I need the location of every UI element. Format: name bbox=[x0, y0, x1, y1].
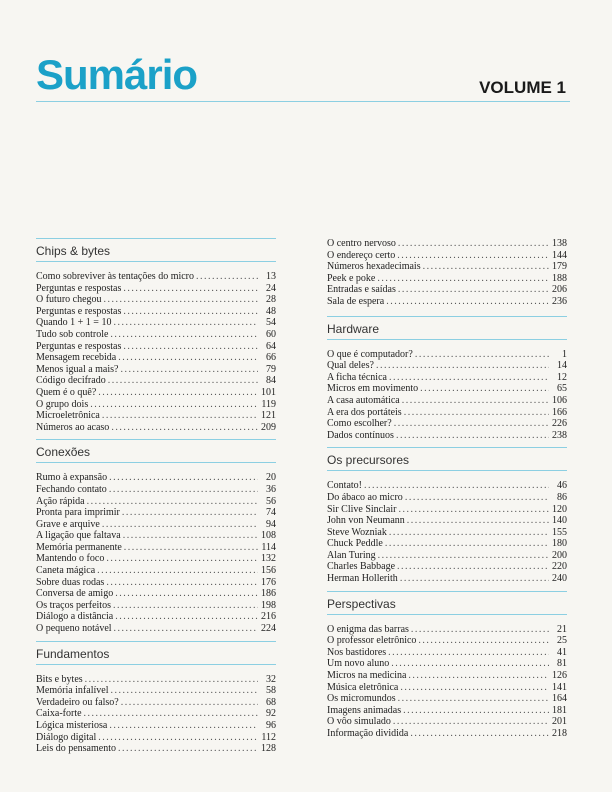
entry-title: O enigma das barras bbox=[327, 623, 409, 635]
entry-page-number: 240 bbox=[552, 573, 567, 585]
dot-leader bbox=[398, 504, 549, 516]
dot-leader bbox=[115, 588, 258, 600]
dot-leader bbox=[415, 349, 549, 361]
toc-entry bbox=[327, 573, 567, 585]
dot-leader bbox=[84, 708, 258, 720]
toc-entry bbox=[327, 349, 567, 361]
entry-title: Ação rápida bbox=[36, 495, 85, 507]
toc-entry bbox=[327, 480, 567, 492]
toc-entry bbox=[36, 553, 276, 565]
entry-title: Sobre duas rodas bbox=[36, 576, 105, 588]
dot-leader bbox=[123, 306, 258, 318]
section-fundamentos bbox=[36, 641, 276, 755]
entry-title: Qual deles? bbox=[327, 360, 374, 372]
dot-leader bbox=[87, 496, 258, 508]
toc-entry bbox=[36, 577, 276, 589]
dot-leader bbox=[85, 674, 258, 686]
entry-page-number: 108 bbox=[261, 530, 276, 542]
toc-entry bbox=[36, 530, 276, 542]
section-continued bbox=[327, 238, 567, 308]
entry-title: Diálogo a distância bbox=[36, 611, 114, 623]
dot-leader bbox=[407, 515, 549, 527]
entry-title: Quando 1 + 1 = 10 bbox=[36, 317, 112, 329]
toc-entry bbox=[36, 674, 276, 686]
entry-page-number: 121 bbox=[261, 410, 276, 422]
entry-title: Sala de espera bbox=[327, 295, 385, 307]
volume-label: VOLUME 1 bbox=[479, 78, 566, 97]
entry-page-number: 68 bbox=[266, 696, 276, 708]
toc-entry bbox=[327, 395, 567, 407]
toc-entry bbox=[36, 484, 276, 496]
entry-title: Caneta mágica bbox=[36, 565, 96, 577]
entry-page-number: 1 bbox=[562, 348, 567, 360]
dot-leader bbox=[385, 538, 549, 550]
dot-leader bbox=[122, 507, 258, 519]
entry-title: Rumo à expansão bbox=[36, 472, 108, 484]
toc-entry bbox=[327, 418, 567, 430]
entry-page-number: 126 bbox=[552, 670, 567, 682]
dot-leader bbox=[123, 341, 258, 353]
dot-leader bbox=[106, 553, 258, 565]
dot-leader bbox=[111, 422, 258, 434]
dot-leader bbox=[397, 250, 549, 262]
entry-title: O que é computador? bbox=[327, 348, 413, 360]
dot-leader bbox=[386, 296, 549, 308]
entry-page-number: 218 bbox=[552, 728, 567, 739]
toc-entry bbox=[36, 352, 276, 364]
dot-leader bbox=[196, 271, 258, 283]
entry-title: Música eletrônica bbox=[327, 681, 399, 693]
entry-title: Memória permanente bbox=[36, 541, 122, 553]
toc-entry bbox=[327, 372, 567, 384]
toc-entry bbox=[36, 519, 276, 531]
toc-entry bbox=[36, 472, 276, 484]
entry-title: O pequeno notável bbox=[36, 623, 112, 635]
dot-leader bbox=[400, 573, 549, 585]
entry-page-number: 128 bbox=[261, 743, 276, 755]
entry-page-number: 24 bbox=[266, 282, 276, 294]
dot-leader bbox=[120, 364, 258, 376]
toc-entry bbox=[327, 658, 567, 670]
entry-title: Diálogo digital bbox=[36, 731, 97, 743]
entry-title: Como sobreviver às tentações do micro bbox=[36, 271, 195, 282]
toc-entry bbox=[327, 670, 567, 682]
dot-leader bbox=[106, 577, 258, 589]
dot-leader bbox=[102, 519, 258, 531]
entry-page-number: 201 bbox=[552, 716, 567, 728]
entry-title: Como escolher? bbox=[327, 418, 392, 430]
toc-entry bbox=[327, 383, 567, 395]
toc-entry bbox=[36, 399, 276, 411]
toc-entry bbox=[36, 375, 276, 387]
entry-title: Fechando contato bbox=[36, 483, 107, 495]
dot-leader bbox=[110, 685, 258, 697]
dot-leader bbox=[109, 484, 258, 496]
dot-leader bbox=[388, 647, 549, 659]
dot-leader bbox=[110, 329, 258, 341]
entry-page-number: 65 bbox=[557, 383, 567, 395]
toc-entry bbox=[36, 732, 276, 744]
entry-page-number: 54 bbox=[266, 317, 276, 329]
toc-entry bbox=[327, 284, 567, 296]
dot-leader bbox=[98, 732, 258, 744]
dot-leader bbox=[108, 375, 258, 387]
dot-leader bbox=[403, 705, 549, 717]
toc-entry bbox=[327, 296, 567, 308]
entry-page-number: 14 bbox=[557, 360, 567, 372]
entry-title: Leis do pensamento bbox=[36, 743, 116, 755]
entry-title: Números hexadecimais bbox=[327, 261, 421, 273]
entry-title: Contato! bbox=[327, 480, 362, 492]
dot-leader bbox=[102, 410, 258, 422]
toc-entry bbox=[36, 496, 276, 508]
entry-page-number: 156 bbox=[261, 565, 276, 577]
toc-entry bbox=[327, 238, 567, 250]
entry-page-number: 32 bbox=[266, 673, 276, 685]
entry-page-number: 166 bbox=[552, 406, 567, 418]
toc-entry bbox=[36, 611, 276, 623]
entry-list bbox=[327, 238, 567, 308]
entry-page-number: 140 bbox=[552, 515, 567, 527]
dot-leader bbox=[398, 238, 549, 250]
entry-title: Conversa de amigo bbox=[36, 588, 114, 600]
dot-leader bbox=[410, 728, 549, 740]
toc-entry bbox=[36, 341, 276, 353]
toc-entry bbox=[36, 708, 276, 720]
entry-title: O grupo dois bbox=[36, 398, 89, 410]
toc-entry bbox=[327, 250, 567, 262]
toc-entry bbox=[36, 329, 276, 341]
toc-entry bbox=[36, 387, 276, 399]
entry-title: Quem é o quê? bbox=[36, 386, 97, 398]
entry-title: Perguntas e respostas bbox=[36, 340, 122, 352]
entry-title: Código decifrado bbox=[36, 375, 106, 387]
section-title: Perspectivas bbox=[327, 591, 567, 615]
entry-page-number: 236 bbox=[552, 295, 567, 307]
entry-title: O futuro chegou bbox=[36, 294, 102, 306]
entry-page-number: 181 bbox=[552, 704, 567, 716]
toc-entry bbox=[36, 542, 276, 554]
dot-leader bbox=[391, 658, 549, 670]
entry-page-number: 58 bbox=[266, 685, 276, 697]
entry-list bbox=[36, 472, 276, 634]
entry-title: O endereço certo bbox=[327, 249, 396, 261]
entry-page-number: 179 bbox=[552, 261, 567, 273]
entry-title: O centro nervoso bbox=[327, 238, 396, 249]
toc-entry bbox=[36, 623, 276, 635]
dot-leader bbox=[376, 360, 549, 372]
entry-page-number: 120 bbox=[552, 503, 567, 515]
dot-leader bbox=[97, 565, 258, 577]
entry-page-number: 28 bbox=[266, 294, 276, 306]
entry-page-number: 60 bbox=[266, 328, 276, 340]
toc-entry bbox=[36, 743, 276, 755]
toc-entry bbox=[36, 294, 276, 306]
dot-leader bbox=[405, 492, 549, 504]
entry-title: Verdadeiro ou falso? bbox=[36, 696, 119, 708]
dot-leader bbox=[393, 716, 549, 728]
entry-page-number: 226 bbox=[552, 418, 567, 430]
section-title: Os precursores bbox=[327, 447, 567, 471]
toc-entry bbox=[36, 685, 276, 697]
entry-title: Os traços perfeitos bbox=[36, 599, 111, 611]
section-hardware bbox=[327, 316, 567, 442]
section-title: Fundamentos bbox=[36, 641, 276, 665]
entry-title: Mantendo o foco bbox=[36, 553, 105, 565]
dot-leader bbox=[90, 399, 258, 411]
entry-title: Bits e bytes bbox=[36, 673, 83, 685]
toc-entry bbox=[327, 550, 567, 562]
entry-title: Memória infalível bbox=[36, 685, 109, 697]
entry-page-number: 94 bbox=[266, 518, 276, 530]
entry-page-number: 48 bbox=[266, 305, 276, 317]
entry-title: O professor eletrônico bbox=[327, 635, 417, 647]
entry-list bbox=[327, 349, 567, 442]
dot-leader bbox=[400, 682, 549, 694]
entry-page-number: 216 bbox=[261, 611, 276, 623]
entry-title: Imagens animadas bbox=[327, 704, 402, 716]
dot-leader bbox=[109, 472, 258, 484]
toc-entry bbox=[327, 624, 567, 636]
entry-title: Alan Turing bbox=[327, 549, 376, 561]
entry-title: Charles Babbage bbox=[327, 561, 396, 573]
entry-page-number: 220 bbox=[552, 561, 567, 573]
entry-title: Lógica misteriosa bbox=[36, 720, 108, 731]
entry-title: Micros na medicina bbox=[327, 670, 407, 682]
dot-leader bbox=[418, 635, 549, 647]
toc-entry bbox=[36, 317, 276, 329]
entry-title: A ligação que faltava bbox=[36, 530, 121, 542]
toc-entry bbox=[327, 635, 567, 647]
header-rule bbox=[36, 101, 570, 102]
dot-leader bbox=[398, 693, 549, 705]
entry-title: Microeletrônica bbox=[36, 410, 100, 422]
entry-title: Dados contínuos bbox=[327, 429, 394, 441]
entry-title: Informação dividida bbox=[327, 728, 409, 739]
toc-entry bbox=[36, 720, 276, 732]
section-title: Chips & bytes bbox=[36, 238, 276, 262]
entry-page-number: 41 bbox=[557, 646, 567, 658]
entry-page-number: 224 bbox=[261, 623, 276, 635]
dot-leader bbox=[104, 294, 258, 306]
entry-title: Menos igual a mais? bbox=[36, 363, 119, 375]
toc-entry bbox=[327, 728, 567, 740]
dot-leader bbox=[118, 352, 258, 364]
dot-leader bbox=[394, 418, 549, 430]
dot-leader bbox=[389, 527, 549, 539]
entry-page-number: 114 bbox=[261, 541, 276, 553]
dot-leader bbox=[402, 395, 549, 407]
entry-title: Mensagem recebida bbox=[36, 352, 117, 364]
entry-title: Pronta para imprimir bbox=[36, 507, 120, 519]
toc-entry bbox=[327, 682, 567, 694]
dot-leader bbox=[423, 261, 549, 273]
dot-leader bbox=[113, 317, 258, 329]
section-perspectivas bbox=[327, 591, 567, 740]
entry-page-number: 112 bbox=[261, 731, 276, 743]
toc-entry bbox=[327, 561, 567, 573]
entry-page-number: 164 bbox=[552, 693, 567, 705]
entry-page-number: 12 bbox=[557, 371, 567, 383]
dot-leader bbox=[378, 550, 549, 562]
entry-page-number: 238 bbox=[552, 429, 567, 441]
entry-page-number: 13 bbox=[266, 271, 276, 282]
entry-page-number: 180 bbox=[552, 538, 567, 550]
entry-title: Micros em movimento bbox=[327, 383, 419, 395]
dot-leader bbox=[98, 387, 258, 399]
dot-leader bbox=[118, 743, 258, 755]
entry-page-number: 25 bbox=[557, 635, 567, 647]
entry-title: Nos bastidores bbox=[327, 646, 387, 658]
toc-entry bbox=[36, 410, 276, 422]
toc-entry bbox=[327, 492, 567, 504]
dot-leader bbox=[123, 283, 258, 295]
dot-leader bbox=[115, 611, 258, 623]
entry-page-number: 79 bbox=[266, 363, 276, 375]
entry-title: Chuck Peddle bbox=[327, 538, 383, 550]
toc-entry bbox=[36, 600, 276, 612]
toc-entry bbox=[327, 360, 567, 372]
entry-title: Perguntas e respostas bbox=[36, 305, 122, 317]
entry-page-number: 200 bbox=[552, 549, 567, 561]
entry-title: A ficha técnica bbox=[327, 371, 387, 383]
toc-entry bbox=[36, 364, 276, 376]
section-precursores bbox=[327, 447, 567, 584]
toc-entry bbox=[36, 588, 276, 600]
entry-title: Os micromundos bbox=[327, 693, 396, 705]
entry-title: Um novo aluno bbox=[327, 658, 390, 670]
dot-leader bbox=[397, 561, 549, 573]
dot-leader bbox=[389, 372, 549, 384]
entry-page-number: 132 bbox=[261, 553, 276, 565]
dot-leader bbox=[113, 600, 258, 612]
entry-page-number: 188 bbox=[552, 272, 567, 284]
toc-entry bbox=[36, 507, 276, 519]
entry-title: Números ao acaso bbox=[36, 421, 110, 433]
entry-page-number: 84 bbox=[266, 375, 276, 387]
entry-list bbox=[327, 480, 567, 584]
right-column bbox=[327, 238, 567, 746]
entry-title: Grave e arquive bbox=[36, 518, 100, 530]
entry-title: A era dos portáteis bbox=[327, 406, 402, 418]
left-column bbox=[36, 238, 276, 761]
toc-entry bbox=[327, 504, 567, 516]
entry-page-number: 198 bbox=[261, 599, 276, 611]
entry-title: Caixa-forte bbox=[36, 708, 82, 720]
dot-leader bbox=[377, 273, 549, 285]
dot-leader bbox=[124, 542, 258, 554]
entry-title: Perguntas e respostas bbox=[36, 282, 122, 294]
entry-page-number: 92 bbox=[266, 708, 276, 720]
entry-page-number: 86 bbox=[557, 491, 567, 503]
entry-title: Do ábaco ao micro bbox=[327, 491, 403, 503]
toc-entry bbox=[36, 271, 276, 283]
entry-title: John von Neumann bbox=[327, 515, 405, 527]
toc-entry bbox=[36, 697, 276, 709]
entry-page-number: 64 bbox=[266, 340, 276, 352]
entry-page-number: 141 bbox=[552, 681, 567, 693]
dot-leader bbox=[123, 530, 258, 542]
dot-leader bbox=[408, 670, 549, 682]
section-chips-bytes bbox=[36, 238, 276, 433]
dot-leader bbox=[420, 383, 549, 395]
entry-title: Tudo sob controle bbox=[36, 328, 109, 340]
entry-title: Steve Wozniak bbox=[327, 526, 387, 538]
entry-page-number: 101 bbox=[261, 386, 276, 398]
entry-list bbox=[36, 674, 276, 755]
entry-page-number: 74 bbox=[266, 507, 276, 519]
section-title: Conexões bbox=[36, 439, 276, 463]
section-conexoes bbox=[36, 439, 276, 634]
toc-entry bbox=[327, 647, 567, 659]
entry-page-number: 56 bbox=[266, 495, 276, 507]
dot-leader bbox=[109, 720, 258, 732]
entry-page-number: 206 bbox=[552, 284, 567, 296]
entry-page-number: 155 bbox=[552, 526, 567, 538]
toc-entry bbox=[327, 716, 567, 728]
toc-entry bbox=[327, 705, 567, 717]
entry-title: Peek e poke bbox=[327, 272, 376, 284]
entry-page-number: 96 bbox=[266, 720, 276, 731]
entry-page-number: 138 bbox=[552, 238, 567, 249]
entry-title: A casa automática bbox=[327, 394, 400, 406]
dot-leader bbox=[411, 624, 549, 636]
entry-title: Sir Clive Sinclair bbox=[327, 503, 397, 515]
entry-page-number: 46 bbox=[557, 480, 567, 492]
entry-page-number: 144 bbox=[552, 249, 567, 261]
toc-entry bbox=[327, 538, 567, 550]
toc-entry bbox=[327, 407, 567, 419]
toc-entry bbox=[36, 565, 276, 577]
entry-title: Herman Hollerith bbox=[327, 573, 398, 585]
entry-page-number: 21 bbox=[557, 623, 567, 635]
dot-leader bbox=[121, 697, 258, 709]
entry-list bbox=[36, 271, 276, 433]
entry-page-number: 209 bbox=[261, 421, 276, 433]
entry-page-number: 20 bbox=[266, 472, 276, 484]
entry-page-number: 119 bbox=[261, 398, 276, 410]
dot-leader bbox=[114, 623, 258, 635]
entry-title: Entradas e saídas bbox=[327, 284, 396, 296]
toc-entry bbox=[327, 273, 567, 285]
toc-entry bbox=[327, 515, 567, 527]
entry-page-number: 81 bbox=[557, 658, 567, 670]
entry-page-number: 176 bbox=[261, 576, 276, 588]
entry-page-number: 186 bbox=[261, 588, 276, 600]
entry-page-number: 36 bbox=[266, 483, 276, 495]
entry-page-number: 106 bbox=[552, 394, 567, 406]
section-title: Hardware bbox=[327, 316, 567, 340]
entry-page-number: 66 bbox=[266, 352, 276, 364]
toc-entry bbox=[327, 261, 567, 273]
entry-title: O vôo simulado bbox=[327, 716, 391, 728]
toc-entry bbox=[36, 422, 276, 434]
entry-list bbox=[327, 624, 567, 740]
dot-leader bbox=[404, 407, 549, 419]
dot-leader bbox=[398, 284, 549, 296]
toc-entry bbox=[36, 283, 276, 295]
dot-leader bbox=[364, 480, 549, 492]
toc-entry bbox=[327, 693, 567, 705]
toc-entry bbox=[36, 306, 276, 318]
toc-entry bbox=[327, 430, 567, 442]
toc-entry bbox=[327, 527, 567, 539]
dot-leader bbox=[396, 430, 549, 442]
page-title: Sumário bbox=[36, 51, 198, 98]
